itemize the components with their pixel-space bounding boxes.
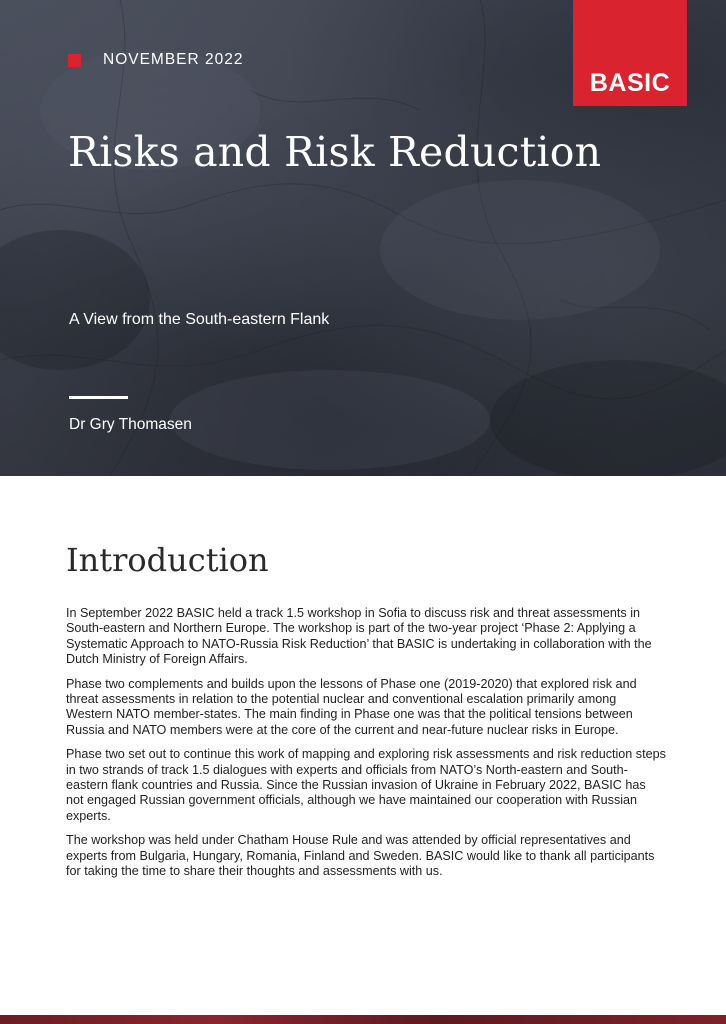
author-name: Dr Gry Thomasen	[69, 416, 192, 433]
title-divider	[69, 396, 128, 399]
intro-paragraph: Phase two complements and builds upon the lessons of Phase one (2019-2020) that explored risk and threat assessments in relation to the potential nuclear and conventional escalation primarily among Western NATO member-states. The main finding in Phase one was that the political tensions between Russia and NATO members were at the core of the current and near-future nuclear risks in Europe.	[66, 676, 637, 737]
intro-paragraph: In September 2022 BASIC held a track 1.5 workshop in Sofia to discuss risk and threat assessments in South-eastern and Northern Europe. The workshop is part of the two-year project ‘Phase 2: Applying a Systematic Approach to NATO-Russia Risk Reduction’ that BASIC is undertaking in collaboration with the Dutch Ministry of Foreign Affairs.	[66, 606, 652, 667]
publication-date: NOVEMBER 2022	[103, 51, 244, 68]
footer-bar	[0, 1015, 726, 1024]
document-title: Risks and Risk Reduction	[68, 128, 602, 176]
date-marker-square	[68, 54, 81, 67]
introduction-body	[66, 606, 666, 889]
basic-logo-text: BASIC	[589, 69, 671, 97]
intro-paragraph: Phase two set out to continue this work of mapping and exploring risk assessments and risk reduction steps in two strands of track 1.5 dialogues with experts and officials from NATO’s North-eastern and South-eastern flank countries and Russia. Since the Russian invasion of Ukraine in February 2022, BASIC has not engaged Russian government officials, although we have maintained our cooperation with Russian experts.	[66, 747, 666, 823]
basic-logo	[573, 0, 687, 106]
document-subtitle: A View from the South-eastern Flank	[69, 311, 330, 328]
cover-hero	[0, 0, 726, 476]
introduction-heading: Introduction	[66, 541, 269, 579]
intro-paragraph: The workshop was held under Chatham House Rule and was attended by official representatives and experts from Bulgaria, Hungary, Romania, Finland and Sweden. BASIC would like to thank all participants for taking the time to share their thoughts and assessments with us.	[66, 833, 655, 879]
